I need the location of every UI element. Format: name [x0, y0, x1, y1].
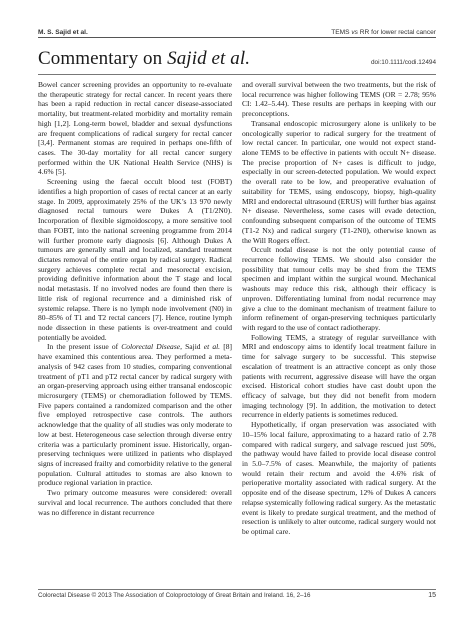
page-number: 15: [428, 592, 436, 599]
paragraph: [38, 342, 232, 488]
paragraph-text: , Sajid: [180, 342, 204, 352]
paragraph: Hypothetically, if organ preservation was associated with 10–15% local failure, approximating to a hazard ratio of 2.78 compared with radical surgery, and salvage rescued just 50%, the pathway would have failed to provide local disease control in 5.0–7.5% of cases. Meanwhile, the majority of patients would retain their rectum and avoid the 4.6% risk of perioperative mortality associated with radical surgery. At the opposite end of the disease spectrum, 12% of Dukes A cancers relapse systemically following radical surgery. As the metastatic event is likely to predate surgical treatment, and the method of resection is unlikely to alter outcome, radical surgery would not be optimal care.: [242, 420, 436, 537]
paragraph: Transanal endoscopic microsurgery alone is unlikely to be oncologically superior to radical surgery for the treatment of low rectal cancer. In particular, one would not expect stand-alone TEMS to be effective in patients with occult N+ disease. The precise proportion of N+ cases is difficult to judge, especially in our screen-detected population. We would expect the overall rate to be low, and preoperative evaluation of suitability for TEMS, using endoscopy, biopsy, high-quality MRI and endorectal ultrasound (ERUS) will further bias against N+ disease. Nevertheless, some cases will evade detection, confounding subsequent comparison of the outcome of TEMS (T1-2 Nx) and radical surgery (T1-2N0), otherwise known as the Will Rogers effect.: [242, 118, 436, 245]
running-title-pre: TEMS: [331, 29, 352, 36]
paragraph-text: In the present issue of: [47, 342, 122, 352]
title-italic-text: Sajid et al.: [167, 48, 251, 69]
paragraph: Bowel cancer screening provides an opportunity to re-evaluate the therapeutic strategy for rectal cancer. In recent years there has been a rapid reduction in rectal cancer disease-associated mortality, but treatment-related morbidity and mortality remain high [1,2]. Long-term bowel, bladder and sexual dysfunctions are frequent complications of radical surgery for rectal cancer [3,4]. Permanent stomas are required in perhaps one-fifth of cases. The 30-day mortality for all rectal cancer surgery performed within the UK National Health Service (NHS) is 4.6% [5].: [38, 80, 232, 177]
paragraph: Screening using the faecal occult blood test (FOBT) identifies a high proportion of cases of rectal cancer at an early stage. In 2009, approximately 25% of the UK’s 13 970 newly diagnosed rectal tumours were Dukes A (T1/2N0). Incorporation of flexible sigmoidoscopy, a more sensitive tool than FOBT, into the national screening programme from 2014 will further promote early diagnosis [6]. Although Dukes A tumours are generally small and localized, standard treatment dictates removal of the entire organ by radical surgery. Radical surgery achieves complete rectal and mesorectal excision, providing definitive information about the T stage and local nodal metastasis. If no involved nodes are found then there is little risk of regional recurrence and a diminished risk of systemic relapse. There is no lymph node involvement (N0) in 80–85% of T1 and T2 rectal cancers [7]. Hence, routine lymph node dissection in these patients is over-treatment and could potentially be avoided.: [38, 177, 232, 342]
doi-link[interactable]: doi:10.1111/codi.12494: [370, 59, 436, 66]
article-title: [38, 48, 250, 70]
page-footer: [38, 592, 436, 599]
running-head: [38, 22, 436, 36]
paragraph: Two primary outcome measures were considered: overall survival and local recurrence. The authors concluded that there was no difference in distant recurrence: [38, 488, 232, 517]
paragraph-text: [8] have examined this contentious area. They performed a meta-analysis of 942 cases from 10 studies, comparing conventional treatment of pT1 and pT2 rectal cancer by radical surgery with an organ-preserving approach using either transanal endoscopic microsurgery (TEMS) or chemoradiation followed by TEMS. Five papers contained a randomized comparison and the other five employed retrospective case controls. The authors acknowledge that the quality of all studies was only moderate to low at best. Heterogeneous case selection through diverse entry criteria was a particularly prominent issue. Historically, organ-preserving techniques were utilized in patients who displayed signs of increased frailty and comorbidity relative to the general population. Cultural attitudes to stomas are also known to produce regional variation in practice.: [38, 342, 232, 488]
footer-rule: [38, 589, 436, 590]
title-rule: [38, 74, 436, 75]
journal-name: Colorectal Disease: [121, 342, 181, 352]
journal-copyright: Colorectal Disease © 2013 The Association of Coloproctology of Great Britain and Ireland. 16, 2–16: [38, 592, 311, 599]
running-head-authors: M. S. Sajid et al.: [38, 29, 88, 36]
paragraph: Following TEMS, a strategy of regular surveillance with MRI and endoscopy aims to identify local treatment failure in time for salvage surgery to be successful. This stepwise escalation of treatment is an attractive concept as only those patients with recurrent, aggressive disease will have the organ excised. Historical cohort studies have cast doubt upon the efficacy of salvage, but they did not benefit from modern imaging technology [9]. In addition, the motivation to detect recurrence in elderly patients is sometimes reduced.: [242, 332, 436, 420]
paragraph: and overall survival between the two treatments, but the risk of local recurrence was higher following TEMS (OR = 2.78; 95% CI: 1.42–5.44). These results are perhaps in keeping with our preconceptions.: [242, 80, 436, 119]
running-title-post: RR for lower rectal cancer: [357, 29, 436, 36]
title-text: Commentary on: [38, 48, 168, 69]
running-title-italic: vs: [351, 29, 358, 36]
et-al: et al.: [203, 342, 221, 352]
running-head-title: [331, 29, 436, 36]
body-columns: [38, 80, 436, 585]
title-row: [38, 48, 436, 70]
right-column: [242, 80, 436, 585]
left-column: [38, 80, 232, 585]
header-rule: [38, 37, 436, 38]
paragraph: Occult nodal disease is not the only potential cause of recurrence following TEMS. We should also consider the possibility that tumour cells may be shed from the TEMS specimen and implant within the surgical wound. Mechanical washouts may reduce this risk, although their efficacy is unproven. Differentiating luminal from nodal recurrence may give a clue to the dominant mechanism of treatment failure to inform refinement of organ-preserving techniques particularly with regard to the use of contact radiotherapy.: [242, 245, 436, 332]
